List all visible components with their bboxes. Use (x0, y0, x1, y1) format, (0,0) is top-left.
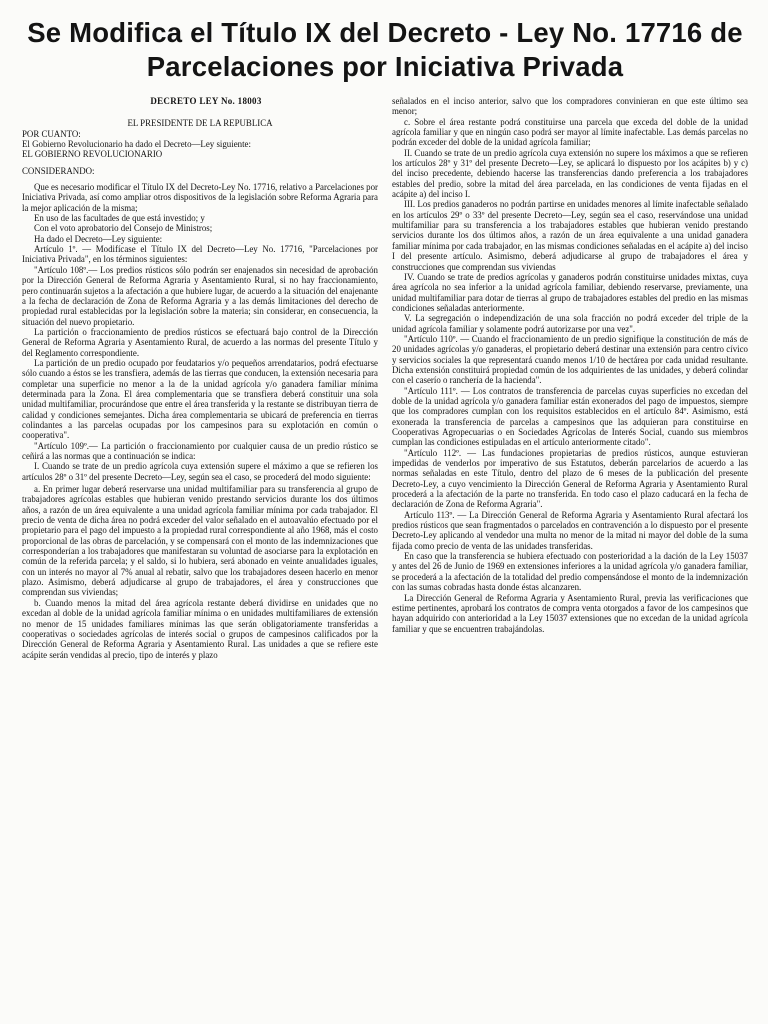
paragraph: EL GOBIERNO REVOLUCIONARIO (22, 149, 163, 160)
paragraph: La Dirección General de Reforma Agraria y Asentamiento Rural, previa las verificaciones que estime pertinentes, aprobará los contratos de compra venta otorgados a favor de los campesinos que hayan adquirido con anterioridad a la Ley 15037 extensiones que no excedan de la unidad agrícola familiar y que se encuentren trabajándolas. (392, 592, 748, 634)
paragraph: señalados en el inciso anterior, salvo que los compradores convinieran en que este último sea menor; (392, 96, 748, 117)
paragraph: I. Cuando se trate de un predio agrícola cuya extensión supere el máximo a que se refieren los artículos 28º o 31º del presente Decreto—Ley, según sea el caso, se procederá del modo siguiente: (22, 461, 378, 482)
paragraph: La partición de un predio ocupado por feudatarios y/o pequeños arrendatarios, podrá efectuarse sólo cuando a éstos se les transfiera, además de las tierras que conducen, la extensión necesaria para completar una superficie no menor a la de la unidad agrícola y/o ganadera familiar mínima determinada para la Zona. El área complementaria que se transfiera deberá constituir una sola unidad multifamiliar, procurándose que entre el área transferida y la restante se distribuyan tierra de calidad y condiciones semejantes. Dicha área complementaria se ubicará de preferencia en tierras colindantes a las parcelas ocupadas por los campesinos para su explotación en común o cooperativa". (22, 357, 378, 441)
paragraph: POR CUANTO: (22, 128, 81, 139)
paragraph: Ha dado el Decreto—Ley siguiente: (34, 233, 163, 244)
paragraph: c. Sobre el área restante podrá constituirse una parcela que exceda del doble de la unidad agrícola familiar y que en ningún caso podrá ser mayor al límite inafectable. Las demás parcelas no podrán exceder del doble de la unidad agrícola familiar; (392, 116, 748, 148)
paragraph: En caso que la transferencia se hubiera efectuado con posterioridad a la dación de la Ley 15037 y antes del 26 de Junio de 1969 en extensiones inferiores a la unidad agrícola y/o ganadera familiar, se procederá a la afectación de la totalidad del predio compensándose el monto de la indemnización con las sumas cobradas hasta donde éstas alcanzaren. (392, 551, 748, 593)
page-title: Se Modifica el Título IX del Decreto - Ley No. 17716 de Parcelaciones por Iniciativa Privada (27, 17, 743, 82)
paragraph: Que es necesario modificar el Título IX del Decreto-Ley No. 17716, relativo a Parcelaciones por Iniciativa Privada, así como ampliar otros dispositivos de la legislación sobre Reforma Agraria para la mejor aplicación de la misma; (22, 182, 378, 213)
paragraph: Con el voto aprobatorio del Consejo de Ministros; (34, 223, 213, 234)
paragraph: En uso de las facultades de que está investido; y (34, 213, 205, 224)
paragraph: II. Cuando se trate de un predio agrícola cuya extensión no supere los máximos a que se refieren los artículos 28º y 31º del presente Decreto—Ley, se aplicará lo dispuesto por los acápites b) y c) del inciso precedente, debiendo hacerse las transferencias dando preferencia a los trabajadores estables del predio, sobre la mitad del área parcelada, en las condiciones de venta fijadas en el acápite a) del inciso I. (392, 147, 748, 200)
paragraph: Artículo 1º. — Modifícase el Título IX del Decreto—Ley No. 17716, "Parcelaciones por Iniciativa Privada", en los términos siguientes: (22, 244, 378, 265)
paragraph: "Artículo 112º. — Las fundaciones propietarias de predios rústicos, aunque estuvieran impedidas de venderlos por imperativo de sus Estatutos, deberán parcelarios de acuerdo a las normas señaladas en este Título, dentro del plazo de 6 meses de la publicación del presente Decreto-Ley, a cuyo vencimiento la Dirección General de Reforma Agraria y Asentamiento Rural procederá a la afectación de la parte no transferida. En todo caso el plazo caducará en la fecha de declaración de Zona de Reforma Agraria". (392, 447, 748, 510)
paragraph: "Artículo 108º.— Los predios rústicos sólo podrán ser enajenados sin necesidad de aprobación por la Dirección General de Reforma Agraria y Asentamiento Rural, si no hay fraccionamiento, pero continuarán sujetos a la afectación a que hubiere lugar, de acuerdo a la situación del enajenante a la fecha de declaración de Zona de Reforma Agraria y a las demás limitaciones del derecho de propiedad rural establecidas por la legislación sobre la materia; sin considerar, en consecuencia, la situación del nuevo propietario. (22, 264, 378, 327)
article-columns (22, 96, 748, 660)
paragraph: Artículo 113º. — La Dirección General de Reforma Agraria y Asentamiento Rural afectará los predios rústicos que sean fragmentados o parcelados en contravención a lo dispuesto por el presente Decreto-Ley aplicando al vendedor una multa no menor de la mitad ni mayor del doble de la suma fijada como precio de venta de las unidades transferidas. (392, 509, 748, 551)
left-column (22, 96, 378, 660)
paragraph: V. La segregación o independización de una sola fracción no podrá exceder del triple de la unidad agrícola familiar y solamente podrá autorizarse por una vez". (392, 313, 748, 334)
paragraph: "Artículo 111º. — Los contratos de transferencia de parcelas cuyas superficies no excedan del doble de la unidad agrícola y/o ganadera familiar están exonerados del pago de impuestos, siempre que los compradores cumplan con los requisitos establecidos en el artículo 84º. Asimismo, está exonerada la transferencia de parcelas a campesinos que las adquieran para constituirse en Cooperativas Agropecuarias o en Sociedades Agrícolas de Interés Social, cuando sus miembros cumplan las condiciones estipuladas en el artículo anteriormente citado". (392, 385, 748, 448)
paragraph: IV. Cuando se trate de predios agrícolas y ganaderos podrán constituirse unidades mixtas, cuya área agrícola no sea inferior a la unidad agrícola familiar, debiendo reservarse, previamente, una unidad multifamiliar para dotar de tierras al grupo de trabajadores estables del predio en las mismas condiciones señaladas anteriormente. (392, 271, 748, 313)
paragraph: EL PRESIDENTE DE LA REPUBLICA (127, 118, 273, 129)
right-column (392, 96, 748, 660)
paragraph: "Artículo 109º.— La partición o fraccionamiento por cualquier causa de un predio rústico se ceñirá a las normas que a continuación se indica: (22, 440, 378, 461)
paragraph: El Gobierno Revolucionario ha dado el Decreto—Ley siguiente: (22, 139, 251, 150)
paragraph: La partición o fraccionamiento de predios rústicos se efectuará bajo control de la Dirección General de Reforma Agraria y Asentamiento Rural, de acuerdo a las normas del presente Título y del Reglamento correspondiente. (22, 326, 378, 358)
decree-number: DECRETO LEY No. 18003 (150, 96, 262, 106)
paragraph: III. Los predios ganaderos no podrán partirse en unidades menores al límite inafectable señalado en los artículos 29º o 33º del presente Decreto—Ley, según sea el caso, reservándose una unidad multifamiliar para su transferencia a los trabajadores estables que hubieran venido prestando servicios durante los dos últimos años, a razón de un área equivalente a una unidad ganadera familiar mínima por cada trabajador, en las mismas condiciones señaladas en el acápite a) del inciso I del presente artículo. Asimismo, deberá adjudicarse al grupo de trabajadores el área y construcciones que comprendan sus viviendas (392, 199, 748, 272)
paragraph: "Artículo 110º. — Cuando el fraccionamiento de un predio signifique la constitución de más de 20 unidades agrícolas y/o ganaderas, el propietario deberá destinar una extensión para centro cívico y servicios sociales la que representará cuando menos 1/10 de hectárea por cada unidad resultante. Dicha extensión constituirá propiedad común de los adquirientes de las unidades, y deberá colindar con el caserío o ranchería de la hacienda". (392, 333, 748, 386)
paragraph: a. En primer lugar deberá reservarse una unidad multifamiliar para su transferencia al grupo de trabajadores agrícolas estables que hubieran venido prestando servicios durante los dos últimos años, a razón de un área equivalente a una unidad agrícola familiar mínima por cada trabajador. El precio de venta de dicha área no podrá exceder del valor señalado en el autoavalúo efectuado por el propietario para el pago del impuesto a la propiedad rural correspondiente al año 1968, más el costo proporcional de las obras de parcelación, y se compensará con el monto de las indemnizaciones que corresponderían a los trabajadores que manifestaran su voluntad de asociarse para la explotación en común de la referida parcela; y el saldo, si lo hubiera, será abonado en veinte anualidades iguales, con un interés no mayor al 7% anual al rebatir, salvo que los trabajadores deseen hacerlo en menor plazo. Asimismo, deberá adjudicarse al grupo de trabajadores, el área y construcciones que comprendan sus viviendas; (22, 484, 378, 598)
paragraph: CONSIDERANDO: (22, 165, 95, 176)
paragraph: b. Cuando menos la mitad del área agrícola restante deberá dividirse en unidades que no excedan al doble de la unidad agrícola familiar mínima o en unidades multifamiliares de extensión no menor de 15 unidades familiares mínimas las que serán obligatoriamente transferidas a cooperativas o sociedades agrícolas de interés social o grupos de campesinos calificados por la Dirección General de Reforma Agraria y Asentamiento Rural. Las unidades a que se refiere este acápite serán vendidas al precio, tipo de interés y plazo (22, 597, 378, 660)
